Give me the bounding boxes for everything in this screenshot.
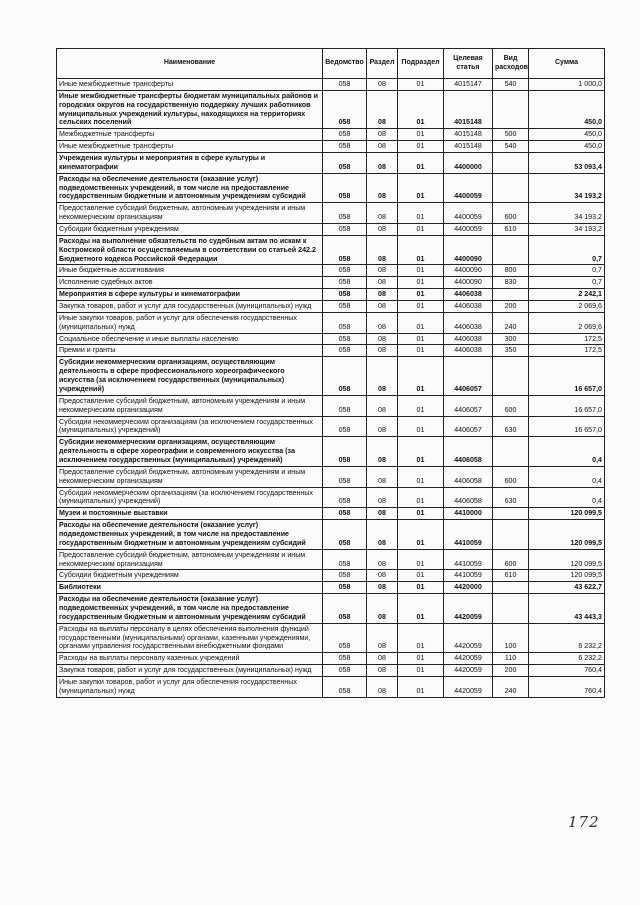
row-cs: 4420059 xyxy=(444,665,493,677)
budget-table xyxy=(56,48,605,698)
table-row xyxy=(57,508,605,520)
page-number: 172 xyxy=(568,813,600,831)
row-podrazdel: 01 xyxy=(398,153,444,174)
row-cs: 4400059 xyxy=(444,203,493,224)
row-podrazdel: 01 xyxy=(398,235,444,265)
table-row xyxy=(57,90,605,128)
row-ved: 058 xyxy=(323,508,367,520)
row-podrazdel: 01 xyxy=(398,345,444,357)
row-ved: 058 xyxy=(323,153,367,174)
row-ved: 058 xyxy=(323,653,367,665)
row-vr: 830 xyxy=(493,277,529,289)
row-razdel: 08 xyxy=(367,289,398,301)
row-razdel: 08 xyxy=(367,487,398,508)
row-podrazdel: 01 xyxy=(398,224,444,236)
row-cs: 4410059 xyxy=(444,520,493,550)
row-podrazdel: 01 xyxy=(398,265,444,277)
row-name: Иные межбюджетные трансферты бюджетам муниципальных районов и городских округов на государственную поддержку лучших работников муниципальных учреждений культуры, находящихся на территориях сельских поселений xyxy=(57,90,323,128)
row-vr xyxy=(493,437,529,467)
table-row xyxy=(57,277,605,289)
row-vr xyxy=(493,520,529,550)
row-sum: 2 069,6 xyxy=(529,301,605,313)
row-ved: 058 xyxy=(323,466,367,487)
row-name: Премии и гранты xyxy=(57,345,323,357)
row-vr xyxy=(493,508,529,520)
row-cs: 4406038 xyxy=(444,345,493,357)
row-ved: 058 xyxy=(323,301,367,313)
header-ved: Ведомство xyxy=(323,49,367,79)
row-podrazdel: 01 xyxy=(398,623,444,653)
row-vr: 540 xyxy=(493,141,529,153)
table-row xyxy=(57,265,605,277)
row-ved: 058 xyxy=(323,395,367,416)
row-podrazdel: 01 xyxy=(398,653,444,665)
header-razdel: Раздел xyxy=(367,49,398,79)
row-sum: 172,5 xyxy=(529,333,605,345)
row-cs: 4406038 xyxy=(444,289,493,301)
row-ved: 058 xyxy=(323,582,367,594)
row-cs: 4406058 xyxy=(444,466,493,487)
row-podrazdel: 01 xyxy=(398,312,444,333)
row-ved: 058 xyxy=(323,90,367,128)
row-vr xyxy=(493,357,529,395)
row-razdel: 08 xyxy=(367,357,398,395)
table-row xyxy=(57,173,605,203)
row-cs: 4015148 xyxy=(444,141,493,153)
table-row xyxy=(57,235,605,265)
row-name: Социальное обеспечение и иные выплаты населению xyxy=(57,333,323,345)
row-sum: 760,4 xyxy=(529,676,605,697)
row-ved: 058 xyxy=(323,345,367,357)
row-cs: 4420000 xyxy=(444,582,493,594)
row-podrazdel: 01 xyxy=(398,173,444,203)
row-cs: 4406057 xyxy=(444,416,493,437)
row-cs: 4400090 xyxy=(444,265,493,277)
row-razdel: 08 xyxy=(367,549,398,570)
row-vr xyxy=(493,153,529,174)
row-podrazdel: 01 xyxy=(398,508,444,520)
row-vr: 610 xyxy=(493,570,529,582)
table-body xyxy=(57,79,605,698)
row-name: Расходы на выплаты персоналу в целях обеспечения выполнения функций государственными (муниципальными) органами, казенными учреждениями, органами управления государственными внебюджетными фондами xyxy=(57,623,323,653)
row-name: Субсидии некоммерческим организациям (за исключением государственных (муниципальных) учреждений) xyxy=(57,416,323,437)
row-sum: 6 232,2 xyxy=(529,653,605,665)
row-name: Межбюджетные трансферты xyxy=(57,129,323,141)
row-podrazdel: 01 xyxy=(398,357,444,395)
header-name: Наименование xyxy=(57,49,323,79)
row-podrazdel: 01 xyxy=(398,676,444,697)
row-cs: 4406058 xyxy=(444,437,493,467)
row-name: Субсидии бюджетным учреждениям xyxy=(57,570,323,582)
row-cs: 4015147 xyxy=(444,79,493,91)
row-razdel: 08 xyxy=(367,129,398,141)
row-razdel: 08 xyxy=(367,437,398,467)
row-cs: 4406057 xyxy=(444,357,493,395)
row-name: Расходы на выполнение обязательств по судебным актам по искам к Костромской области осуществляемым в соответствии со статьей 242.2 Бюджетного кодекса Российской Федерации xyxy=(57,235,323,265)
row-podrazdel: 01 xyxy=(398,466,444,487)
row-ved: 058 xyxy=(323,312,367,333)
row-name: Закупка товаров, работ и услуг для государственных (муниципальных) нужд xyxy=(57,665,323,677)
row-razdel: 08 xyxy=(367,265,398,277)
row-sum: 16 657,0 xyxy=(529,357,605,395)
row-sum: 6 232,2 xyxy=(529,623,605,653)
row-razdel: 08 xyxy=(367,141,398,153)
table-row xyxy=(57,289,605,301)
row-vr: 200 xyxy=(493,301,529,313)
row-razdel: 08 xyxy=(367,582,398,594)
row-ved: 058 xyxy=(323,235,367,265)
row-name: Расходы на обеспечение деятельности (оказание услуг) подведомственных учреждений, в том числе на предоставление государственным бюджетным и автономным учреждениям субсидий xyxy=(57,520,323,550)
row-podrazdel: 01 xyxy=(398,277,444,289)
row-podrazdel: 01 xyxy=(398,141,444,153)
row-cs: 4015148 xyxy=(444,90,493,128)
row-sum: 53 093,4 xyxy=(529,153,605,174)
row-ved: 058 xyxy=(323,487,367,508)
table-row xyxy=(57,623,605,653)
row-ved: 058 xyxy=(323,333,367,345)
row-name: Субсидии бюджетным учреждениям xyxy=(57,224,323,236)
table-row xyxy=(57,466,605,487)
row-name: Субсидии некоммерческим организациям (за исключением государственных (муниципальных) учреждений) xyxy=(57,487,323,508)
row-vr: 610 xyxy=(493,224,529,236)
table-row xyxy=(57,129,605,141)
row-ved: 058 xyxy=(323,277,367,289)
row-sum: 34 193,2 xyxy=(529,203,605,224)
row-ved: 058 xyxy=(323,520,367,550)
row-razdel: 08 xyxy=(367,224,398,236)
row-cs: 4400090 xyxy=(444,235,493,265)
row-vr: 540 xyxy=(493,79,529,91)
row-name: Музеи и постоянные выставки xyxy=(57,508,323,520)
row-vr: 600 xyxy=(493,203,529,224)
row-cs: 4406038 xyxy=(444,312,493,333)
row-sum: 120 099,5 xyxy=(529,570,605,582)
row-razdel: 08 xyxy=(367,395,398,416)
table-row xyxy=(57,153,605,174)
row-razdel: 08 xyxy=(367,520,398,550)
row-cs: 4420059 xyxy=(444,676,493,697)
row-name: Расходы на обеспечение деятельности (оказание услуг) подведомственных учреждений, в том числе на предоставление государственным бюджетным и автономным учреждениям субсидий xyxy=(57,594,323,624)
row-razdel: 08 xyxy=(367,312,398,333)
row-podrazdel: 01 xyxy=(398,549,444,570)
row-podrazdel: 01 xyxy=(398,203,444,224)
row-razdel: 08 xyxy=(367,466,398,487)
row-sum: 2 242,1 xyxy=(529,289,605,301)
row-razdel: 08 xyxy=(367,301,398,313)
row-sum: 120 099,5 xyxy=(529,508,605,520)
row-razdel: 08 xyxy=(367,153,398,174)
row-razdel: 08 xyxy=(367,235,398,265)
header-podrazdel: Подраздел xyxy=(398,49,444,79)
row-podrazdel: 01 xyxy=(398,437,444,467)
row-sum: 0,4 xyxy=(529,437,605,467)
table-row xyxy=(57,676,605,697)
header-vr: Вид расходов xyxy=(493,49,529,79)
row-podrazdel: 01 xyxy=(398,665,444,677)
row-vr: 350 xyxy=(493,345,529,357)
row-vr: 600 xyxy=(493,549,529,570)
row-name: Субсидии некоммерческим организациям, осуществляющим деятельность в сфере хореографии и современного искусства (за исключением государственных (муниципальных) учреждений) xyxy=(57,437,323,467)
row-ved: 058 xyxy=(323,141,367,153)
table-row xyxy=(57,437,605,467)
row-name: Учреждения культуры и мероприятия в сфере культуры и кинематографии xyxy=(57,153,323,174)
row-sum: 0,7 xyxy=(529,265,605,277)
row-sum: 0,7 xyxy=(529,277,605,289)
row-ved: 058 xyxy=(323,416,367,437)
row-cs: 4420059 xyxy=(444,623,493,653)
table-row xyxy=(57,333,605,345)
row-cs: 4400059 xyxy=(444,224,493,236)
table-row xyxy=(57,570,605,582)
row-razdel: 08 xyxy=(367,203,398,224)
table-row xyxy=(57,312,605,333)
row-vr: 600 xyxy=(493,466,529,487)
row-sum: 450,0 xyxy=(529,129,605,141)
row-razdel: 08 xyxy=(367,333,398,345)
row-name: Расходы на обеспечение деятельности (оказание услуг) подведомственных учреждений, в том числе на предоставление государственным бюджетным и автономным учреждениям субсидий xyxy=(57,173,323,203)
row-ved: 058 xyxy=(323,623,367,653)
row-cs: 4400000 xyxy=(444,153,493,174)
row-sum: 450,0 xyxy=(529,141,605,153)
row-sum: 1 000,0 xyxy=(529,79,605,91)
row-vr xyxy=(493,582,529,594)
row-ved: 058 xyxy=(323,224,367,236)
row-cs: 4406057 xyxy=(444,395,493,416)
row-vr: 110 xyxy=(493,653,529,665)
row-vr xyxy=(493,173,529,203)
row-ved: 058 xyxy=(323,594,367,624)
row-cs: 4406058 xyxy=(444,487,493,508)
row-cs: 4406038 xyxy=(444,301,493,313)
row-podrazdel: 01 xyxy=(398,301,444,313)
row-name: Иные закупки товаров, работ и услуг для обеспечения государственных (муниципальных) нужд xyxy=(57,312,323,333)
row-ved: 058 xyxy=(323,357,367,395)
table-row xyxy=(57,520,605,550)
row-ved: 058 xyxy=(323,173,367,203)
row-ved: 058 xyxy=(323,289,367,301)
row-podrazdel: 01 xyxy=(398,79,444,91)
table-row xyxy=(57,141,605,153)
row-name: Предоставление субсидий бюджетным, автономным учреждениям и иным некоммерческим организациям xyxy=(57,203,323,224)
row-podrazdel: 01 xyxy=(398,520,444,550)
row-vr: 630 xyxy=(493,416,529,437)
row-name: Предоставление субсидий бюджетным, автономным учреждениям и иным некоммерческим организациям xyxy=(57,549,323,570)
table-row xyxy=(57,79,605,91)
header-sum: Сумма xyxy=(529,49,605,79)
row-name: Предоставление субсидий бюджетным, автономным учреждениям и иным некоммерческим организациям xyxy=(57,466,323,487)
row-razdel: 08 xyxy=(367,90,398,128)
row-sum: 16 657,0 xyxy=(529,416,605,437)
row-razdel: 08 xyxy=(367,277,398,289)
row-name: Мероприятия в сфере культуры и кинематографии xyxy=(57,289,323,301)
row-podrazdel: 01 xyxy=(398,395,444,416)
table-row xyxy=(57,665,605,677)
row-ved: 058 xyxy=(323,549,367,570)
table-row xyxy=(57,395,605,416)
row-ved: 058 xyxy=(323,79,367,91)
row-name: Закупка товаров, работ и услуг для государственных (муниципальных) нужд xyxy=(57,301,323,313)
row-cs: 4420059 xyxy=(444,594,493,624)
row-vr: 500 xyxy=(493,129,529,141)
row-vr: 300 xyxy=(493,333,529,345)
row-podrazdel: 01 xyxy=(398,90,444,128)
row-razdel: 08 xyxy=(367,570,398,582)
row-vr: 240 xyxy=(493,676,529,697)
row-name: Субсидии некоммерческим организациям, осуществляющим деятельность в сфере профессионального хореографического искусства (за исключением государственных (муниципальных) учреждений) xyxy=(57,357,323,395)
table-row xyxy=(57,582,605,594)
row-ved: 058 xyxy=(323,265,367,277)
header-cs: Целевая статья xyxy=(444,49,493,79)
row-sum: 2 069,6 xyxy=(529,312,605,333)
table-row xyxy=(57,416,605,437)
header-row xyxy=(57,49,605,79)
row-name: Иные закупки товаров, работ и услуг для обеспечения государственных (муниципальных) нужд xyxy=(57,676,323,697)
row-sum: 0,4 xyxy=(529,466,605,487)
row-name: Расходы на выплаты персоналу казенных учреждений xyxy=(57,653,323,665)
row-ved: 058 xyxy=(323,203,367,224)
row-sum: 0,7 xyxy=(529,235,605,265)
row-podrazdel: 01 xyxy=(398,487,444,508)
row-vr xyxy=(493,289,529,301)
row-podrazdel: 01 xyxy=(398,129,444,141)
table-row xyxy=(57,345,605,357)
table-row xyxy=(57,224,605,236)
row-razdel: 08 xyxy=(367,79,398,91)
row-cs: 4410059 xyxy=(444,570,493,582)
row-razdel: 08 xyxy=(367,665,398,677)
row-sum: 43 443,3 xyxy=(529,594,605,624)
row-cs: 4400059 xyxy=(444,173,493,203)
row-vr: 240 xyxy=(493,312,529,333)
row-ved: 058 xyxy=(323,665,367,677)
row-vr: 600 xyxy=(493,395,529,416)
row-sum: 120 099,5 xyxy=(529,520,605,550)
table-row xyxy=(57,301,605,313)
row-sum: 172,5 xyxy=(529,345,605,357)
row-vr xyxy=(493,235,529,265)
row-razdel: 08 xyxy=(367,676,398,697)
row-podrazdel: 01 xyxy=(398,594,444,624)
row-razdel: 08 xyxy=(367,416,398,437)
row-name: Иные межбюджетные трансферты xyxy=(57,141,323,153)
table-row xyxy=(57,487,605,508)
row-podrazdel: 01 xyxy=(398,416,444,437)
table-row xyxy=(57,203,605,224)
row-razdel: 08 xyxy=(367,594,398,624)
row-podrazdel: 01 xyxy=(398,570,444,582)
row-sum: 760,4 xyxy=(529,665,605,677)
table-row xyxy=(57,594,605,624)
row-sum: 0,4 xyxy=(529,487,605,508)
table-row xyxy=(57,549,605,570)
row-cs: 4406038 xyxy=(444,333,493,345)
row-name: Предоставление субсидий бюджетным, автономным учреждениям и иным некоммерческим организациям xyxy=(57,395,323,416)
row-ved: 058 xyxy=(323,570,367,582)
row-cs: 4410059 xyxy=(444,549,493,570)
row-cs: 4410000 xyxy=(444,508,493,520)
row-podrazdel: 01 xyxy=(398,289,444,301)
row-name: Иные межбюджетные трансферты xyxy=(57,79,323,91)
row-vr xyxy=(493,90,529,128)
row-razdel: 08 xyxy=(367,345,398,357)
row-vr: 200 xyxy=(493,665,529,677)
row-cs: 4420059 xyxy=(444,653,493,665)
row-name: Исполнение судебных актов xyxy=(57,277,323,289)
row-vr xyxy=(493,594,529,624)
row-sum: 34 193,2 xyxy=(529,224,605,236)
row-vr: 630 xyxy=(493,487,529,508)
row-name: Иные бюджетные ассигнования xyxy=(57,265,323,277)
row-sum: 16 657,0 xyxy=(529,395,605,416)
row-sum: 450,0 xyxy=(529,90,605,128)
row-razdel: 08 xyxy=(367,653,398,665)
row-sum: 34 193,2 xyxy=(529,173,605,203)
row-cs: 4400090 xyxy=(444,277,493,289)
row-razdel: 08 xyxy=(367,173,398,203)
row-ved: 058 xyxy=(323,129,367,141)
row-name: Библиотеки xyxy=(57,582,323,594)
row-sum: 120 099,5 xyxy=(529,549,605,570)
row-razdel: 08 xyxy=(367,508,398,520)
table-row xyxy=(57,653,605,665)
table-row xyxy=(57,357,605,395)
row-cs: 4015148 xyxy=(444,129,493,141)
row-vr: 800 xyxy=(493,265,529,277)
row-sum: 43 622,7 xyxy=(529,582,605,594)
row-razdel: 08 xyxy=(367,623,398,653)
row-podrazdel: 01 xyxy=(398,333,444,345)
row-vr: 100 xyxy=(493,623,529,653)
row-podrazdel: 01 xyxy=(398,582,444,594)
row-ved: 058 xyxy=(323,437,367,467)
row-ved: 058 xyxy=(323,676,367,697)
